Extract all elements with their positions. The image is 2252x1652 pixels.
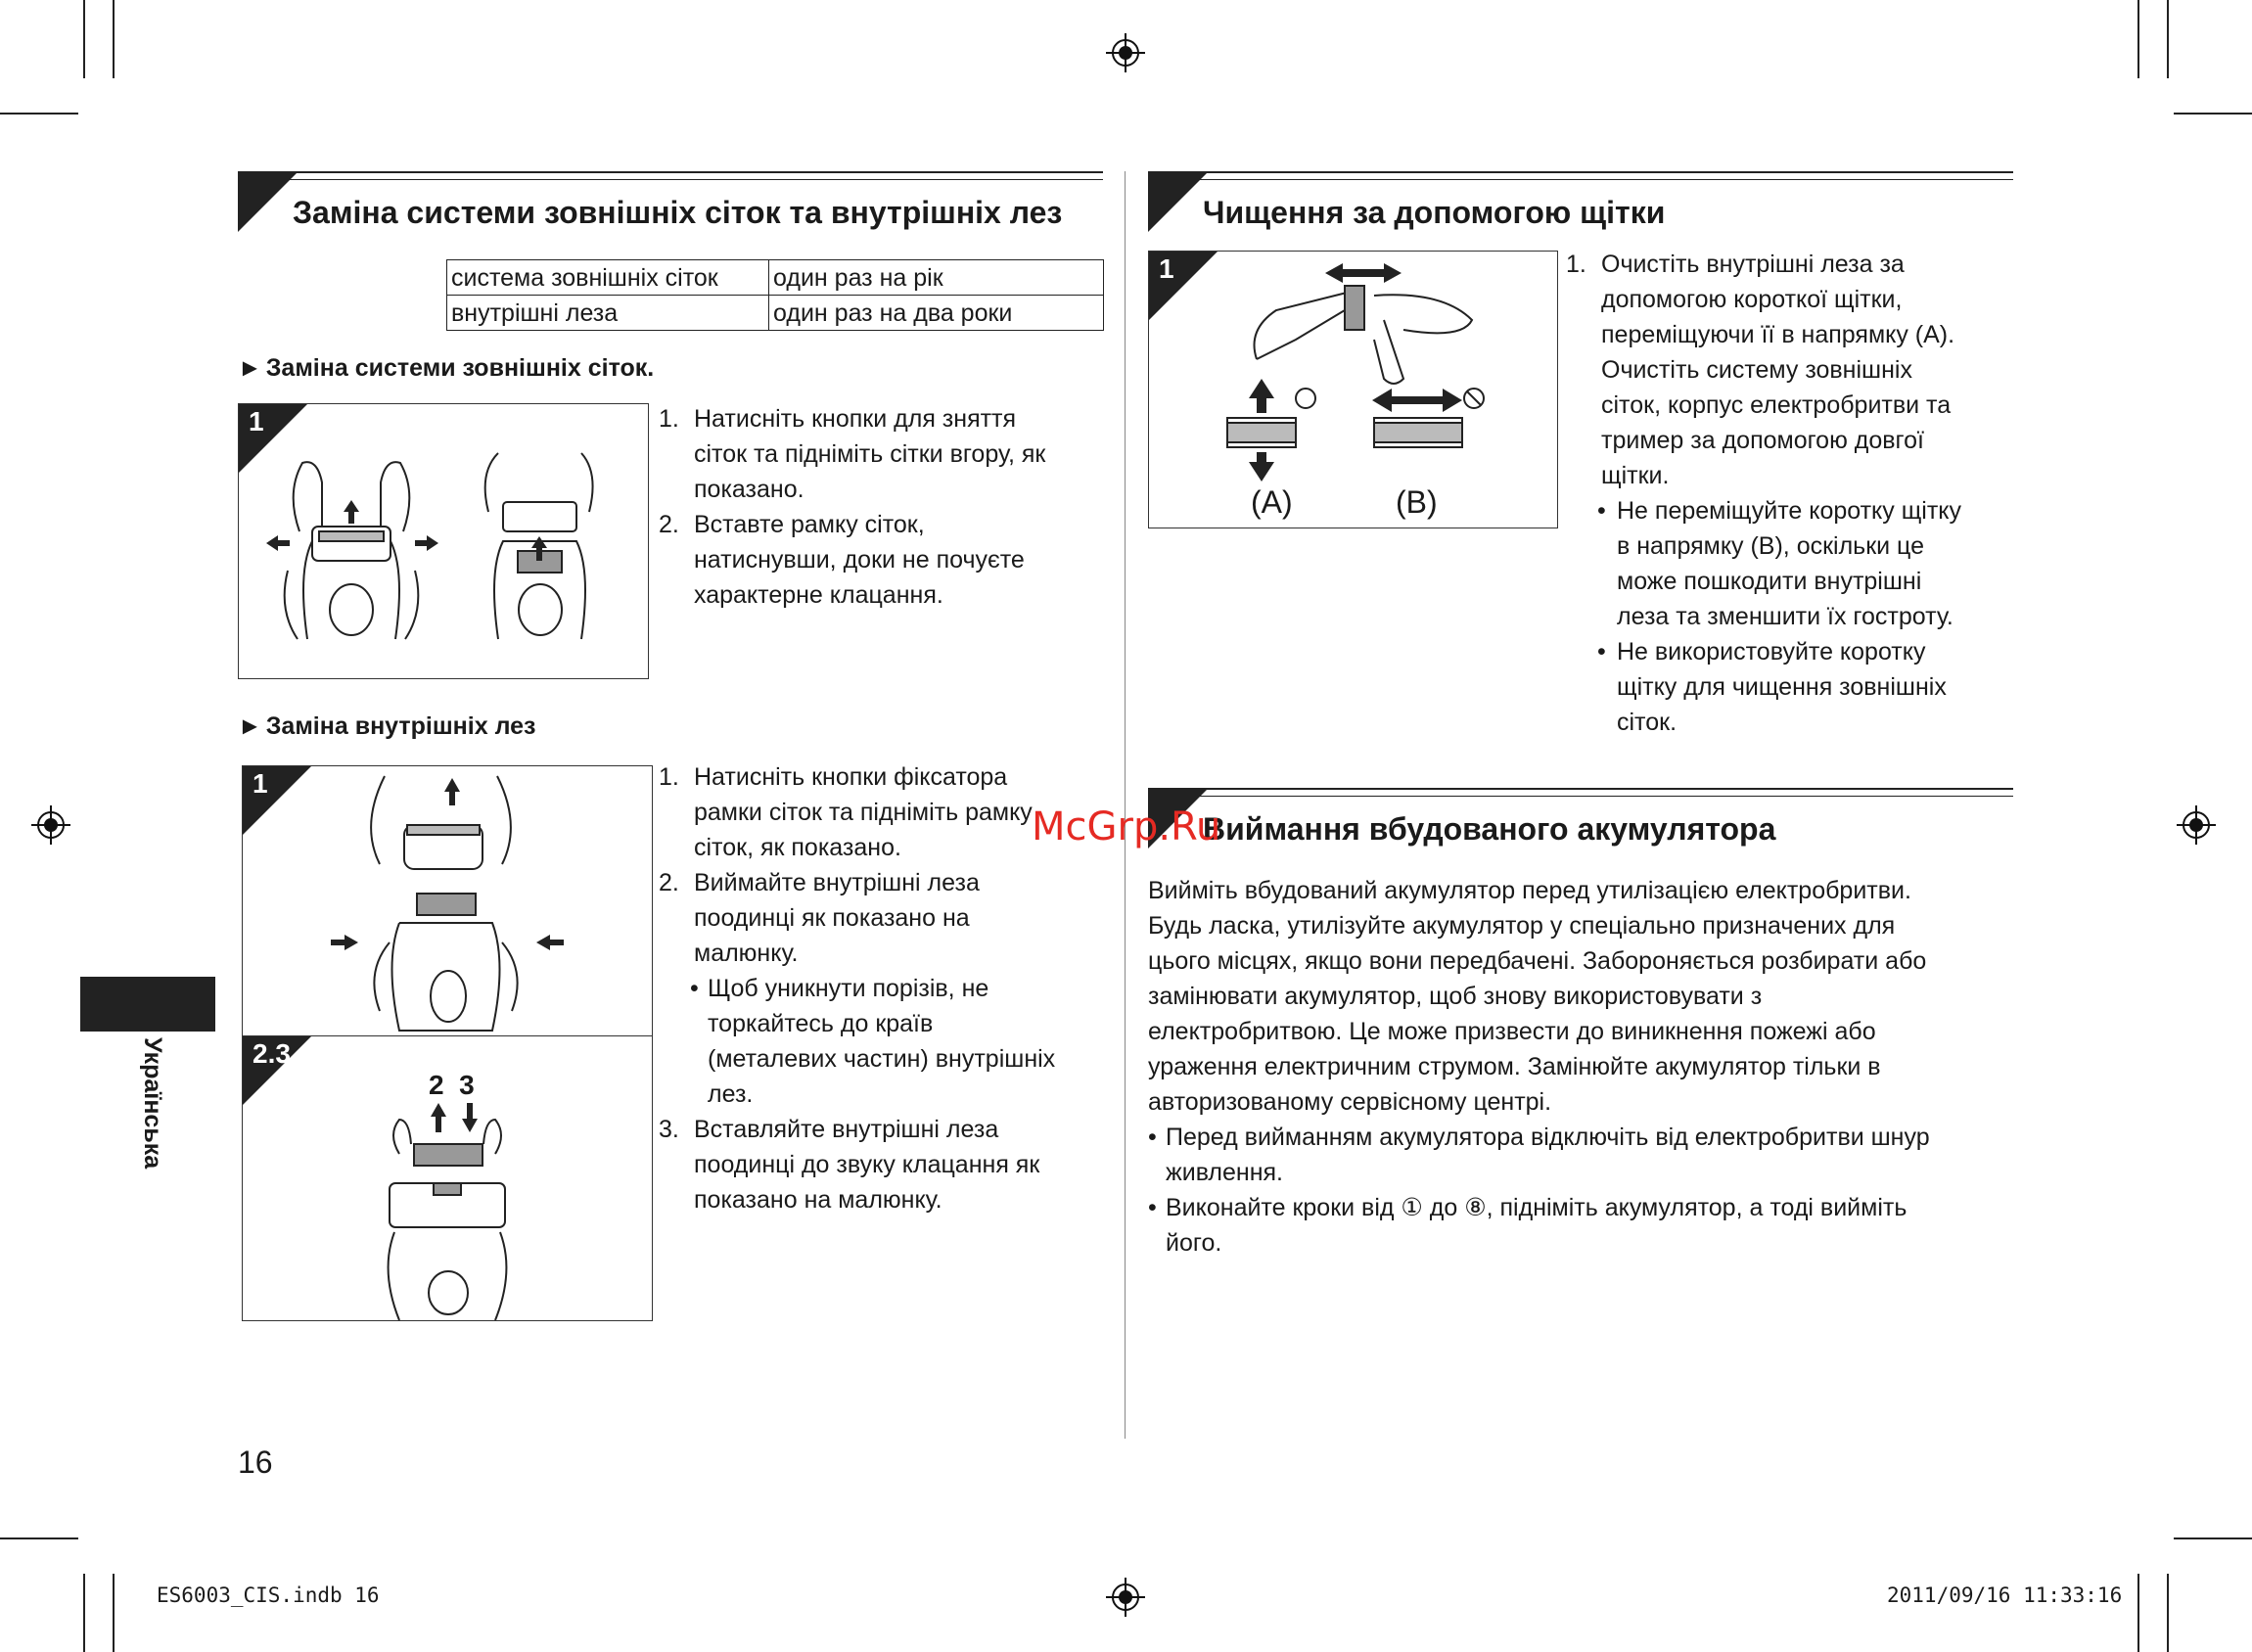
- list-item: [659, 865, 1119, 971]
- paragraph-line: його.: [1166, 1229, 1222, 1257]
- direction-label-b: (B): [1396, 484, 1438, 520]
- page-number: 16: [238, 1445, 273, 1480]
- table-cell: система зовнішніх сіток: [447, 260, 769, 296]
- table-cell: один раз на два роки: [769, 296, 1104, 331]
- paragraph-line: авторизованому сервісному центрі.: [1148, 1088, 1552, 1116]
- registration-mark-icon: [2177, 805, 2216, 845]
- figure-number: 1: [249, 406, 264, 436]
- step-line: переміщуючи її в напрямку (A).: [1601, 321, 1955, 348]
- registration-mark-icon: [1106, 33, 1145, 72]
- list-item: [1148, 1120, 2019, 1190]
- bullet: •: [1148, 1194, 1157, 1221]
- language-tab: [80, 977, 215, 1032]
- crop-mark: [2167, 1574, 2169, 1652]
- section-title: Чищення за допомогою щітки: [1203, 195, 1666, 230]
- step-line: натиснувши, доки не почуєте: [694, 546, 1025, 574]
- paragraph-line: Виконайте кроки від ① до ⑧, підніміть акумулятор, а тоді вийміть: [1166, 1194, 1907, 1221]
- step-line: поодинці до звуку клацання як: [694, 1151, 1040, 1178]
- shaver-foil-illustration: [239, 404, 648, 678]
- registration-mark-icon: [31, 805, 70, 845]
- list-item: [1566, 247, 2026, 493]
- footer-datetime: 2011/09/16 11:33:16: [1887, 1583, 2123, 1607]
- step-number: 1.: [1566, 251, 1586, 278]
- crop-mark: [83, 0, 85, 78]
- crop-mark: [83, 1574, 85, 1652]
- language-text: Українська: [139, 1037, 166, 1170]
- crop-mark: [113, 0, 115, 78]
- footer-file: ES6003_CIS.indb 16: [157, 1583, 380, 1607]
- section-title: Заміна системи зовнішніх сіток та внутрішніх лез: [293, 195, 1063, 230]
- step-number: 2.: [659, 869, 679, 896]
- crop-mark: [2174, 113, 2252, 115]
- paragraph-line: живлення.: [1166, 1159, 1283, 1186]
- blade-removal-illustration: [243, 766, 652, 1036]
- step-line: показано на малюнку.: [694, 1186, 942, 1214]
- subsection-title-blades: [238, 712, 535, 741]
- step-number: 1.: [659, 405, 679, 433]
- section-title: Виймання вбудованого акумулятора: [1203, 811, 1776, 847]
- step-line: характерне клацання.: [694, 581, 943, 609]
- step-line: Натисніть кнопки для зняття: [694, 405, 1017, 433]
- section-header-battery: [1148, 788, 2013, 849]
- arrow-icon: ►: [238, 712, 262, 740]
- step-line: Очистіть систему зовнішніх: [1601, 356, 1912, 384]
- subsection-title-text: Заміна системи зовнішніх сіток.: [265, 354, 655, 382]
- step-line: сіток та підніміть сітки вгору, як: [694, 440, 1046, 468]
- step-line: Виймайте внутрішні леза: [694, 869, 980, 896]
- brush-illustration: [1149, 252, 1557, 528]
- list-item: [659, 971, 1119, 1112]
- crop-mark: [113, 1574, 115, 1652]
- step-line: Натисніть кнопки фіксатора: [694, 763, 1008, 791]
- bullet: •: [1597, 638, 1606, 665]
- step-line: щітку для чищення зовнішніх: [1617, 673, 1947, 701]
- paragraph-line: Вийміть вбудований акумулятор перед утилізацією електробритви.: [1148, 877, 1911, 904]
- bullet: •: [690, 975, 699, 1002]
- figure-number: 2.3: [253, 1038, 291, 1069]
- step-line: тример за допомогою довгої: [1601, 427, 1924, 454]
- step-line: леза та зменшити їх гостроту.: [1617, 603, 1953, 630]
- figure-brush-cleaning: [1148, 251, 1558, 528]
- step-line: Не переміщуйте коротку щітку: [1617, 497, 1962, 525]
- step-number: 2.: [659, 511, 679, 538]
- battery-paragraph: [1148, 873, 2019, 1261]
- step-line: сіток.: [1617, 709, 1678, 736]
- crop-mark: [0, 113, 78, 115]
- step-line: Не використовуйте коротку: [1617, 638, 1926, 665]
- list-item: [659, 1112, 1119, 1217]
- language-label: [127, 1037, 186, 1194]
- step-line: Вставте рамку сіток,: [694, 511, 925, 538]
- table-row: [447, 260, 1104, 296]
- step-line: малюнку.: [694, 940, 799, 967]
- steps-brush: [1566, 247, 2026, 740]
- paragraph-line: замінювати акумулятор, щоб знову використовувати з: [1148, 983, 1763, 1010]
- registration-mark-icon: [1106, 1578, 1145, 1617]
- crop-mark: [2137, 1574, 2139, 1652]
- step-line: Вставляйте внутрішні леза: [694, 1116, 999, 1143]
- crop-mark: [0, 1537, 78, 1539]
- list-item: [659, 507, 1109, 613]
- step-line: торкайтесь до країв: [708, 1010, 934, 1037]
- step-line: поодинці як показано на: [694, 904, 970, 932]
- paragraph-line: Перед вийманням акумулятора відключіть від електробритви шнур: [1166, 1124, 1930, 1151]
- paragraph-line: електробритвою. Це може призвести до виникнення пожежі або: [1148, 1018, 1876, 1045]
- paragraph-line: Будь ласка, утилізуйте акумулятор у спеціально призначених для: [1148, 912, 1896, 940]
- watermark: McGrp.Ru: [1032, 804, 1221, 849]
- list-item: [1566, 634, 2026, 740]
- list-item: [1566, 493, 2026, 634]
- figure-blade-insertion: [242, 1035, 653, 1321]
- section-header-brush: [1148, 171, 2013, 232]
- table-cell: один раз на рік: [769, 260, 1104, 296]
- crop-mark: [2174, 1537, 2252, 1539]
- bullet: •: [1597, 497, 1606, 525]
- list-item: [659, 401, 1109, 507]
- subsection-title-text: Заміна внутрішніх лез: [265, 712, 536, 740]
- blade-insertion-illustration: [243, 1036, 652, 1320]
- replacement-schedule-table: [446, 259, 1104, 331]
- step-line: сіток, як показано.: [694, 834, 901, 861]
- paragraph-line: цього місцях, якщо вони передбачені. Забороняється розбирати або: [1148, 947, 1927, 975]
- step-line: показано.: [694, 476, 804, 503]
- figure-foil-replacement: [238, 403, 649, 679]
- step-line: щітки.: [1601, 462, 1670, 489]
- bullet: •: [1148, 1124, 1157, 1151]
- paragraph-line: ураження електричним струмом. Замінюйте акумулятор тільки в: [1148, 1053, 1881, 1080]
- subsection-title-foils: [238, 354, 654, 383]
- step-line: Щоб уникнути порізів, не: [708, 975, 989, 1002]
- crop-mark: [2167, 0, 2169, 78]
- step-line: допомогою короткої щітки,: [1601, 286, 1903, 313]
- step-line: (металевих частин) внутрішніх: [708, 1045, 1056, 1073]
- step-line: рамки сіток та підніміть рамку: [694, 799, 1033, 826]
- step-line: може пошкодити внутрішні: [1617, 568, 1922, 595]
- arrow-icon: ►: [238, 354, 262, 382]
- step-number: 3.: [659, 1116, 679, 1143]
- figure-number: 1: [253, 768, 268, 799]
- step-line: Очистіть внутрішні леза за: [1601, 251, 1905, 278]
- step-number: 1.: [659, 763, 679, 791]
- figure-blade-removal: [242, 765, 653, 1037]
- table-cell: внутрішні леза: [447, 296, 769, 331]
- list-item: [1148, 1190, 2019, 1261]
- crop-mark: [2137, 0, 2139, 78]
- step-line: лез.: [708, 1080, 754, 1108]
- step-line: сіток, корпус електробритви та: [1601, 391, 1952, 419]
- step-labels: 2 3: [429, 1070, 475, 1100]
- table-row: [447, 296, 1104, 331]
- direction-label-a: (A): [1251, 484, 1293, 520]
- figure-number: 1: [1159, 253, 1174, 284]
- step-line: в напрямку (B), оскільки це: [1617, 532, 1925, 560]
- steps-foils: [659, 401, 1109, 613]
- section-header-replacement: [238, 171, 1103, 232]
